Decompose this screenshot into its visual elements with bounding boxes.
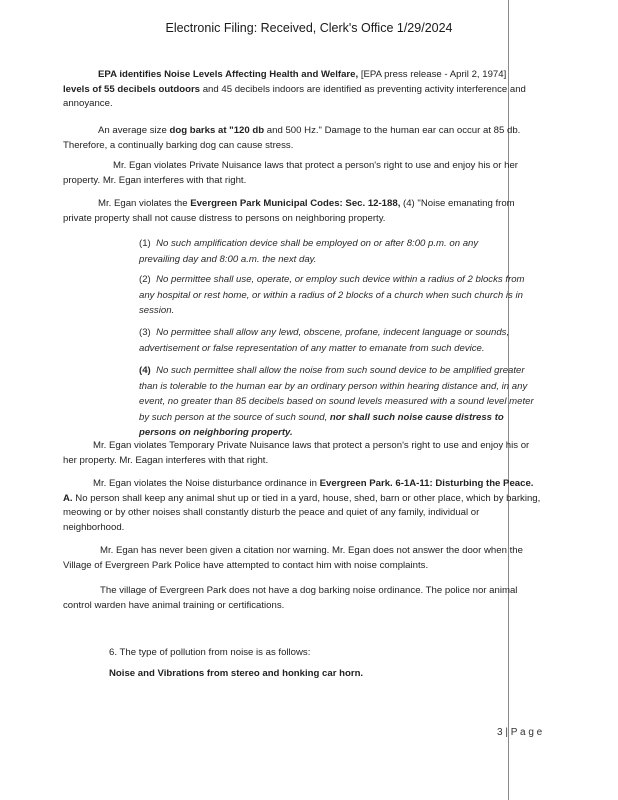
- code-item-1: (1) No such amplification device shall be employed on or after 8:00 p.m. on any prevailing day and 8:00 a.m. the next day.: [139, 238, 479, 265]
- code-item-2: (2) No permittee shall use, operate, or employ such device within a radius of 2 blocks from any hospital or rest home, or within a radius of 2 blocks of a church when such church is in session.: [139, 274, 525, 316]
- municipal-code-paragraph: Mr. Egan violates the Evergreen Park Municipal Codes: Sec. 12-188, (4) "Noise emanating from private property shall not cause distress to persons on neighboring property.: [63, 198, 515, 224]
- epa-paragraph: EPA identifies Noise Levels Affecting Health and Welfare, [EPA press release - April 2, 1974] levels of 55 decibels outdoors and 45 decibels indoors are identified as preventing activity interference and annoyance.: [63, 69, 526, 109]
- page-number: 3 | P a g e: [497, 727, 543, 738]
- temporary-nuisance-paragraph: Mr. Egan violates Temporary Private Nuisance laws that protect a person's right to use and enjoy his or her property. Mr. Eagan interferes with that right.: [63, 440, 530, 466]
- disturbing-peace-paragraph: Mr. Egan violates the Noise disturbance ordinance in Evergreen Park. 6-1A-11: Disturbing the Peace. A. No person shall keep any animal shut up or tied in a yard, house, shed, barn or other place, which by barking, meowing or by other noises shall constantly disturb the peace and quiet of any family, individual or neighborhood.: [63, 478, 541, 533]
- no-ordinance-paragraph: The village of Evergreen Park does not have a dog barking noise ordinance. The police nor animal control warden have animal training or certifications.: [63, 585, 518, 611]
- pollution-type-heading: 6. The type of pollution from noise is as follows:: [109, 647, 311, 658]
- code-item-4: (4) No such permittee shall allow the noise from such sound device to be amplified greater than is tolerable to the human ear by an ordinary person within hearing distance and, in any event, no greater than 85 decibels based on sound levels measured with a sound level meter by such person at the source of such sound, nor shall such noise cause distress to persons on neighboring property.: [139, 365, 534, 438]
- code-item-3: (3) No permittee shall allow any lewd, obscene, profane, indecent language or sounds, advertisement or false representation of any matter to emanate from such device.: [139, 327, 510, 354]
- noise-vibrations-line: Noise and Vibrations from stereo and honking car horn.: [109, 668, 364, 679]
- dog-bark-paragraph: An average size dog barks at "120 db and 500 Hz." Damage to the human ear can occur at 85 db. Therefore, a continually barking dog can cause stress.: [63, 125, 521, 151]
- epa-levels: levels of 55 decibels outdoors: [63, 83, 201, 95]
- citation-paragraph: Mr. Egan has never been given a citation nor warning. Mr. Egan does not answer the door when the Village of Evergreen Park Police have attempted to contact him with noise complaints.: [63, 545, 523, 571]
- filing-header: Electronic Filing: Received, Clerk's Office 1/29/2024: [165, 21, 453, 35]
- epa-heading: EPA identifies Noise Levels Affecting Health and Welfare,: [98, 69, 359, 80]
- private-nuisance-paragraph: Mr. Egan violates Private Nuisance laws that protect a person's right to use and enjoy his or her property. Mr. Egan interferes with that right.: [63, 160, 518, 186]
